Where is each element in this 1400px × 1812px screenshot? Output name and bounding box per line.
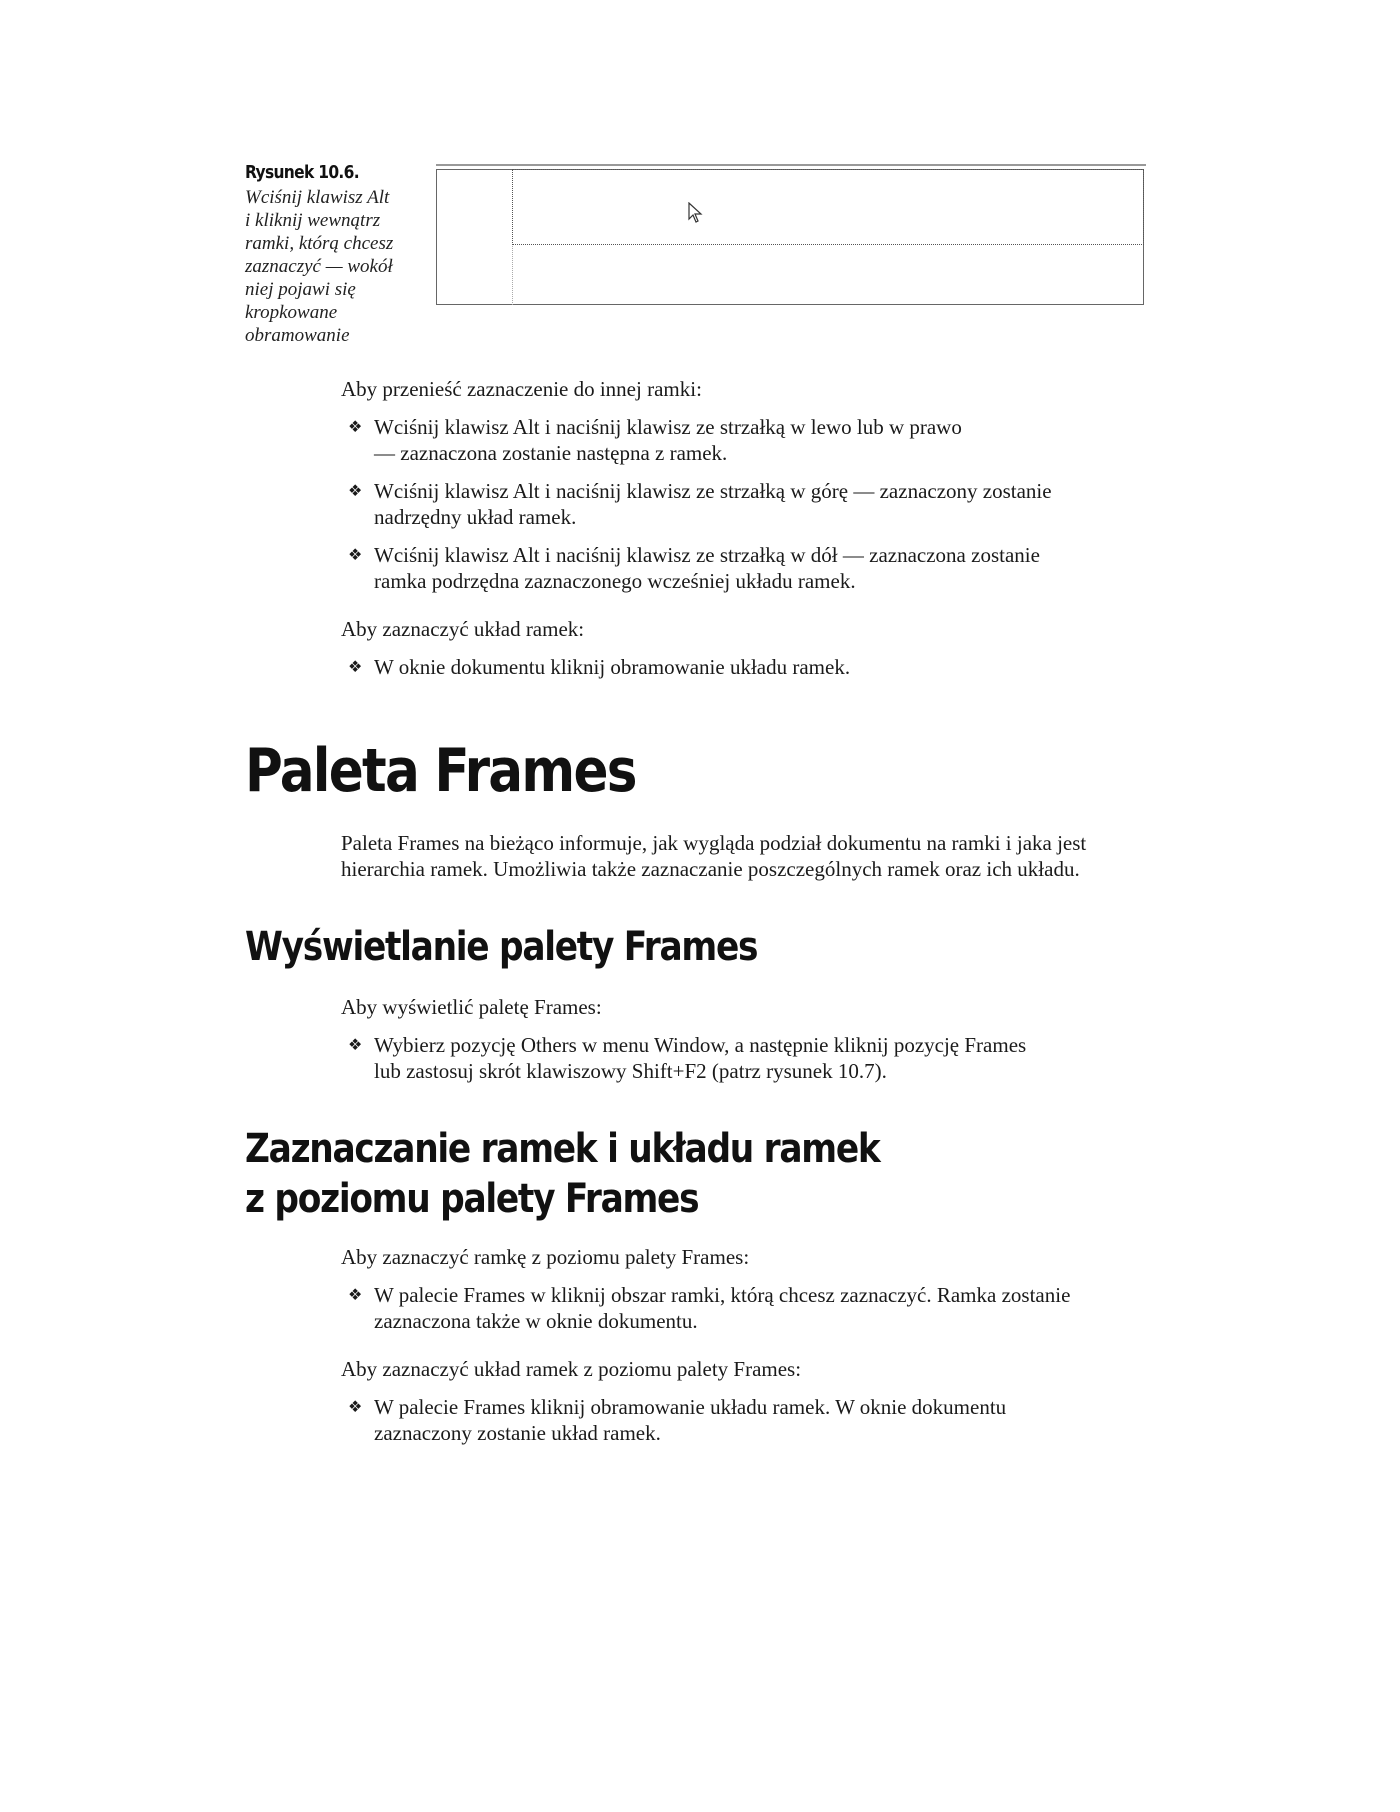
caption-line: zaznaczyć — wokół: [245, 256, 393, 277]
list-item: ❖ W oknie dokumentu kliknij obramowanie układu ramek.: [348, 655, 851, 679]
paragraph: Aby zaznaczyć ramkę z poziomu palety Frames:: [341, 1245, 750, 1269]
caption-line: obramowanie: [245, 325, 350, 346]
list-item: ❖ W palecie Frames w kliknij obszar ramki, którą chcesz zaznaczyć. Ramka zostanie zaznaczona także w oknie dokumentu.: [348, 1283, 1071, 1333]
frames-figure: [436, 164, 1146, 309]
list-item: ❖ Wybierz pozycję Others w menu Window, a następnie kliknij pozycję Frames lub zastosuj skrót klawiszowy Shift+F2 (patrz rysunek 10.7).: [348, 1033, 1027, 1083]
paragraph: Aby przenieść zaznaczenie do innej ramki:: [341, 377, 702, 401]
paragraph: Aby zaznaczyć układ ramek z poziomu palety Frames:: [341, 1357, 802, 1381]
selected-frame[interactable]: [512, 169, 1144, 245]
list-item: ❖ Wciśnij klawisz Alt i naciśnij klawisz ze strzałką w górę — zaznaczony zostanie nadrzędny układ ramek.: [348, 479, 1052, 529]
figure-caption: [245, 186, 420, 347]
list-item: ❖ Wciśnij klawisz Alt i naciśnij klawisz ze strzałką w dół — zaznaczona zostanie ramka podrzędna zaznaczonego wcześniej układu ramek.: [348, 543, 1040, 593]
caption-line: ramki, którą chcesz: [245, 233, 394, 254]
caption-line: kropkowane: [245, 302, 338, 323]
paragraph: Aby zaznaczyć układ ramek:: [341, 617, 585, 641]
bullet-icon: ❖: [348, 417, 363, 436]
paragraph: Paleta Frames na bieżąco informuje, jak wygląda podział dokumentu na ramki i jaka jest hierarchia ramek. Umożliwia także zaznaczanie poszczególnych ramek oraz ich układu.: [341, 831, 1087, 881]
bullet-icon: ❖: [348, 545, 363, 564]
heading-display: Wyświetlanie palety Frames: [245, 924, 758, 970]
heading-main: Paleta Frames: [245, 736, 636, 806]
mouse-pointer-icon: [688, 202, 704, 224]
paragraph: Aby wyświetlić paletę Frames:: [341, 995, 602, 1019]
bullet-icon: ❖: [348, 657, 363, 676]
caption-line: Wciśnij klawisz Alt: [245, 187, 390, 208]
caption-line: i kliknij wewnątrz: [245, 210, 381, 231]
figure-title: Rysunek 10.6.: [245, 162, 359, 183]
list-item: ❖ W palecie Frames kliknij obramowanie układu ramek. W oknie dokumentu zaznaczony zostanie układ ramek.: [348, 1395, 1007, 1445]
list-item: ❖ Wciśnij klawisz Alt i naciśnij klawisz ze strzałką w lewo lub w prawo — zaznaczona zostanie następna z ramek.: [348, 415, 962, 465]
bullet-icon: ❖: [348, 481, 363, 500]
heading-select: Zaznaczanie ramek i układu ramek z poziomu palety Frames: [245, 1126, 880, 1222]
bullet-icon: ❖: [348, 1285, 363, 1304]
bullet-icon: ❖: [348, 1397, 363, 1416]
bullet-icon: ❖: [348, 1035, 363, 1054]
caption-line: niej pojawi się: [245, 279, 356, 300]
figure-top-rule: [436, 164, 1146, 166]
